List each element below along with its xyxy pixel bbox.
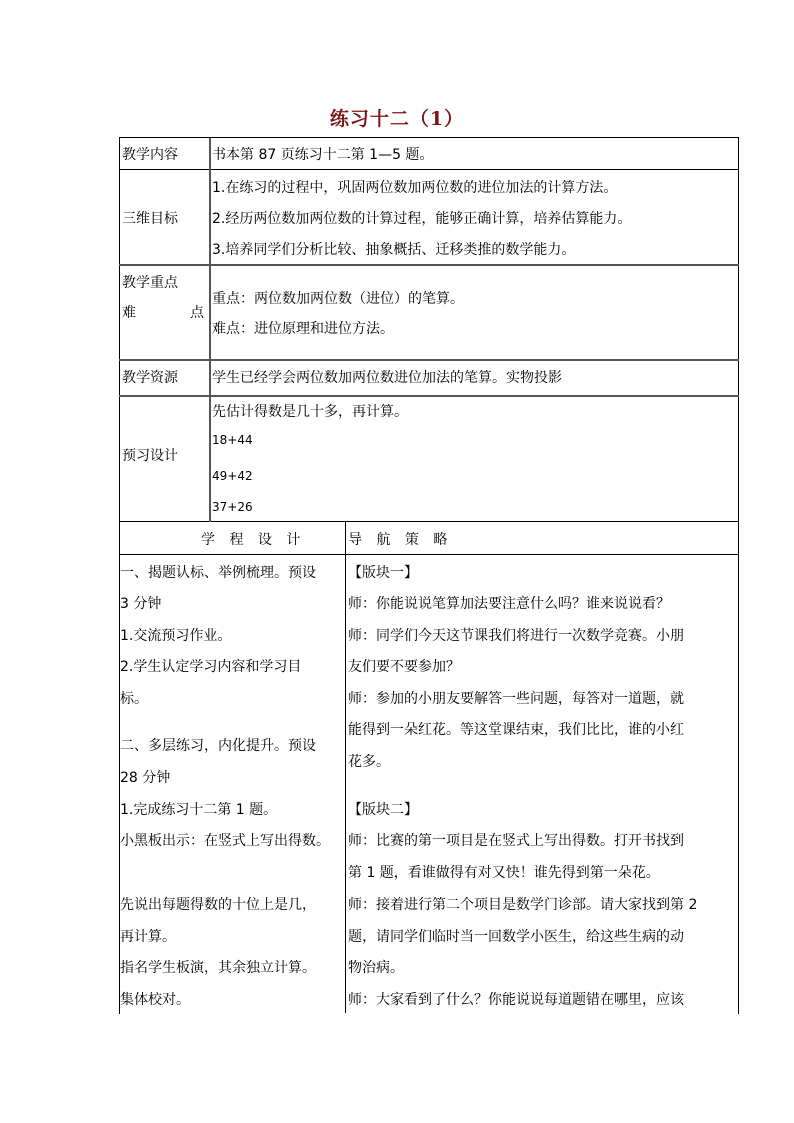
- row-divider: [119, 169, 739, 170]
- row-divider: [119, 554, 739, 555]
- process-right-line: 第 1 题，看谁做得有对又快！谁先得到第一朵花。: [348, 865, 660, 881]
- process-left-line: 小黑板出示：在竖式上写出得数。: [120, 833, 330, 849]
- preview-intro: 先估计得数是几十多，再计算。: [212, 404, 408, 420]
- process-right-line: 师：接着进行第二个项目是数学门诊部。请大家找到第 2: [348, 897, 698, 913]
- row-divider: [119, 395, 739, 397]
- process-right-line: 【版块二】: [348, 802, 418, 818]
- process-right-line: 题，请同学们临时当一回数学小医生，给这些生病的动: [348, 929, 684, 945]
- process-left-line: 集体校对。: [120, 992, 190, 1008]
- row-divider: [119, 359, 739, 361]
- process-right-line: 师：比赛的第一项目是在竖式上写出得数。打开书找到: [348, 833, 684, 849]
- process-left-line: 标。: [120, 691, 148, 707]
- process-right-line: 能得到一朵红花。等这堂课结束，我们比比，谁的小红: [348, 722, 684, 738]
- process-left-line: 3 分钟: [120, 596, 162, 612]
- process-right-line: 师：大家看到了什么？你能说说每道题错在哪里，应该: [348, 992, 684, 1008]
- preview-label: 预习设计: [122, 448, 178, 464]
- process-left-line: 二、多层练习，内化提升。预设: [120, 738, 316, 754]
- preview-problem: 37+26: [212, 500, 253, 514]
- process-left-line: 1.交流预习作业。: [120, 628, 232, 644]
- process-left-line: 先说出每题得数的十位上是几，: [120, 897, 316, 913]
- process-right-line: 花多。: [348, 754, 390, 770]
- process-right-line: 师：参加的小朋友要解答一些问题，每答对一道题，就: [348, 691, 684, 707]
- process-right-line: 【版块一】: [348, 565, 418, 581]
- process-left-header: 学 程 设 计: [201, 532, 306, 548]
- process-left-line: 2.学生认定学习内容和学习目: [120, 659, 302, 675]
- focus-key: 重点：两位数加两位数（进位）的笔算。: [212, 291, 464, 307]
- row-divider: [119, 521, 739, 522]
- preview-problem: 49+42: [212, 469, 253, 483]
- column-divider: [209, 138, 211, 522]
- goal-item: 3.培养同学们分析比较、抽象概括、迁移类推的数学能力。: [212, 242, 576, 258]
- process-left-line: 28 分钟: [120, 770, 171, 786]
- goal-item: 1.在练习的过程中，巩固两位数加两位数的进位加法的计算方法。: [212, 180, 618, 196]
- content-text: 书本第 87 页练习十二第 1—5 题。: [212, 147, 434, 163]
- resources-text: 学生已经学会两位数加两位数进位加法的笔算。实物投影: [212, 370, 562, 386]
- process-left-line: 一、揭题认标、举例梳理。预设: [120, 565, 316, 581]
- process-left-line: 再计算。: [120, 929, 176, 945]
- process-left-line: 1.完成练习十二第 1 题。: [120, 802, 278, 818]
- process-right-header: 导 航 策 略: [348, 532, 453, 548]
- goals-label: 三维目标: [122, 211, 178, 227]
- column-divider: [345, 522, 346, 1013]
- focus-label-hard-right: 点: [190, 305, 204, 321]
- focus-difficulty: 难点：进位原理和进位方法。: [212, 321, 394, 337]
- process-left-line: 指名学生板演，其余独立计算。: [120, 960, 316, 976]
- page-title: 练习十二（1）: [329, 108, 465, 130]
- process-right-line: 物治病。: [348, 960, 404, 976]
- focus-label-hard-left: 难: [122, 305, 136, 321]
- row-divider: [119, 264, 739, 266]
- process-right-line: 师：你能说说笔算加法要注意什么吗？谁来说说看？: [348, 596, 670, 612]
- preview-problem: 18+44: [212, 433, 253, 447]
- resources-label: 教学资源: [122, 370, 178, 386]
- focus-label: 教学重点: [122, 275, 178, 291]
- goal-item: 2.经历两位数加两位数的计算过程，能够正确计算，培养估算能力。: [212, 211, 632, 227]
- process-right-line: 友们要不要参加？: [348, 659, 460, 675]
- content-label: 教学内容: [122, 147, 178, 163]
- process-right-line: 师：同学们今天这节课我们将进行一次数学竞赛。小朋: [348, 628, 684, 644]
